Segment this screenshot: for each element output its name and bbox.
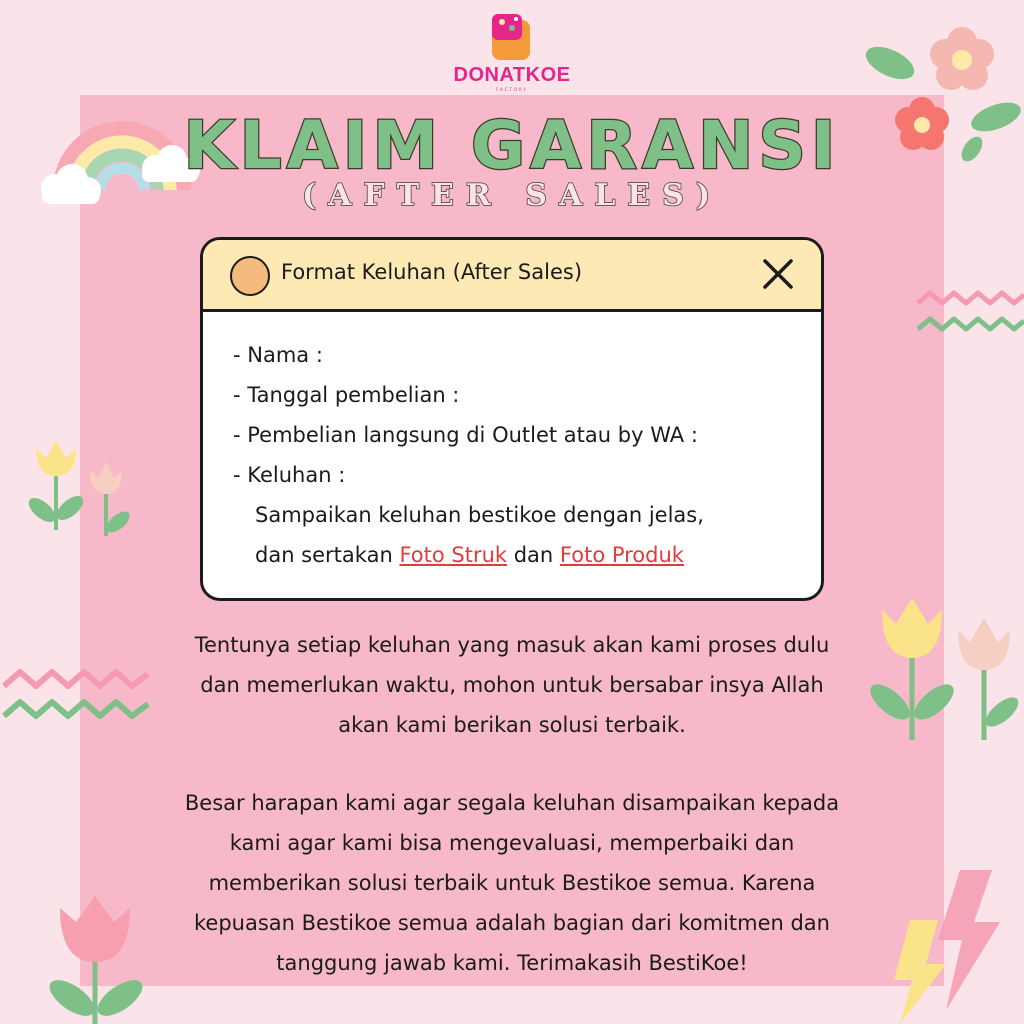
donut-logo-icon	[490, 12, 532, 62]
tulip-icon	[40, 890, 150, 1024]
page-title: KLAIM GARANSI	[183, 107, 841, 184]
note-line-2	[233, 535, 793, 575]
text-line: dan memerlukan waktu, mohon untuk bersabar insya Allah	[200, 673, 824, 697]
lightning-icon	[880, 860, 1024, 1024]
tulip-icon	[20, 430, 140, 540]
text-line: kepuasan Bestikoe semua adalah bagian dari komitmen dan	[194, 911, 830, 935]
circle-icon	[230, 256, 270, 296]
field-name: - Nama :	[233, 343, 323, 367]
page-subtitle: (AFTER SALES)	[301, 178, 723, 213]
field-complaint: - Keluhan :	[233, 463, 346, 487]
brand-tagline: FACTORY	[496, 87, 528, 92]
card-body	[233, 335, 793, 575]
zigzag-icon	[0, 660, 150, 730]
brand-logo	[440, 6, 584, 92]
info-paragraph-2	[150, 783, 874, 983]
note-prefix: dan sertakan	[255, 543, 400, 567]
receipt-photo-text: Foto Struk	[399, 543, 508, 567]
flower-icon	[860, 25, 1024, 165]
text-line: tanggung jawab kami. Terimakasih BestiKoe!	[276, 951, 748, 975]
brand-name: DONATKOE	[453, 64, 571, 86]
field-purchase-date: - Tanggal pembelian :	[233, 383, 460, 407]
complaint-format-card	[200, 237, 824, 601]
product-photo-text: Foto Produk	[559, 543, 684, 567]
card-title: Format Keluhan (After Sales)	[281, 260, 583, 284]
text-line: akan kami berikan solusi terbaik.	[338, 713, 686, 737]
card-header	[203, 240, 821, 312]
note-line-1: Sampaikan keluhan bestikoe dengan jelas,	[255, 503, 704, 527]
note-mid: dan	[507, 543, 560, 567]
text-line: Tentunya setiap keluhan yang masuk akan kami proses dulu	[194, 633, 830, 657]
tulip-icon	[860, 590, 1024, 750]
text-line: Besar harapan kami agar segala keluhan disampaikan kepada	[184, 791, 840, 815]
field-purchase-channel: - Pembelian langsung di Outlet atau by WA :	[233, 423, 698, 447]
info-paragraph-1	[150, 625, 874, 745]
text-line: memberikan solusi terbaik untuk Bestikoe semua. Karena	[208, 871, 816, 895]
rainbow-icon	[30, 80, 200, 210]
text-line: kami agar kami bisa mengevaluasi, memperbaiki dan	[229, 831, 795, 855]
close-icon[interactable]	[761, 257, 795, 291]
zigzag-icon	[916, 285, 1024, 345]
